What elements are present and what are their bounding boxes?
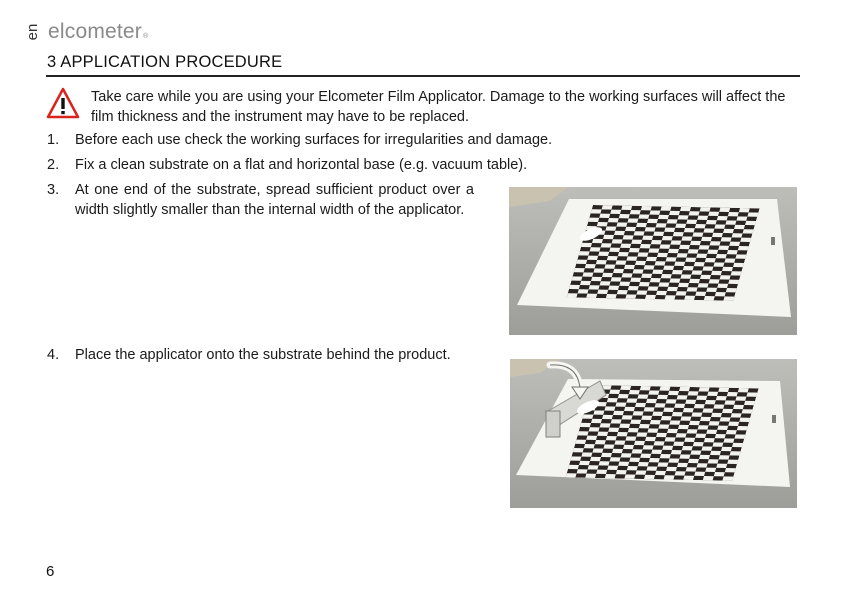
step-number: 3. <box>47 182 60 198</box>
substrate-photo <box>509 187 797 335</box>
title-divider <box>46 75 800 77</box>
logo-text: elcometer <box>48 20 143 43</box>
warning-triangle-icon <box>46 86 80 120</box>
language-tab: en <box>24 23 41 41</box>
applicator-photo <box>510 359 797 508</box>
step-text: Fix a clean substrate on a flat and horizontal base (e.g. vacuum table). <box>75 157 528 173</box>
substrate-photo-illustration <box>509 187 797 335</box>
elcometer-logo <box>48 20 148 44</box>
step-number: 4. <box>47 347 60 363</box>
applicator-photo-illustration <box>510 359 797 508</box>
step-number: 1. <box>47 132 60 148</box>
section-title: 3 APPLICATION PROCEDURE <box>47 53 283 71</box>
step-number: 2. <box>47 157 60 173</box>
step-text: Place the applicator onto the substrate behind the product. <box>75 347 451 363</box>
registered-mark: ® <box>143 33 149 40</box>
page-number: 6 <box>46 563 55 580</box>
warning-text: Take care while you are using your Elcometer Film Applicator. Damage to the working surfaces will affect the film thickness and the instrument may have to be replaced. <box>91 89 786 125</box>
step-text: At one end of the substrate, spread sufficient product over a width slightly smaller than the internal width of the applicator. <box>75 182 474 218</box>
step-text: Before each use check the working surfaces for irregularities and damage. <box>75 132 553 148</box>
